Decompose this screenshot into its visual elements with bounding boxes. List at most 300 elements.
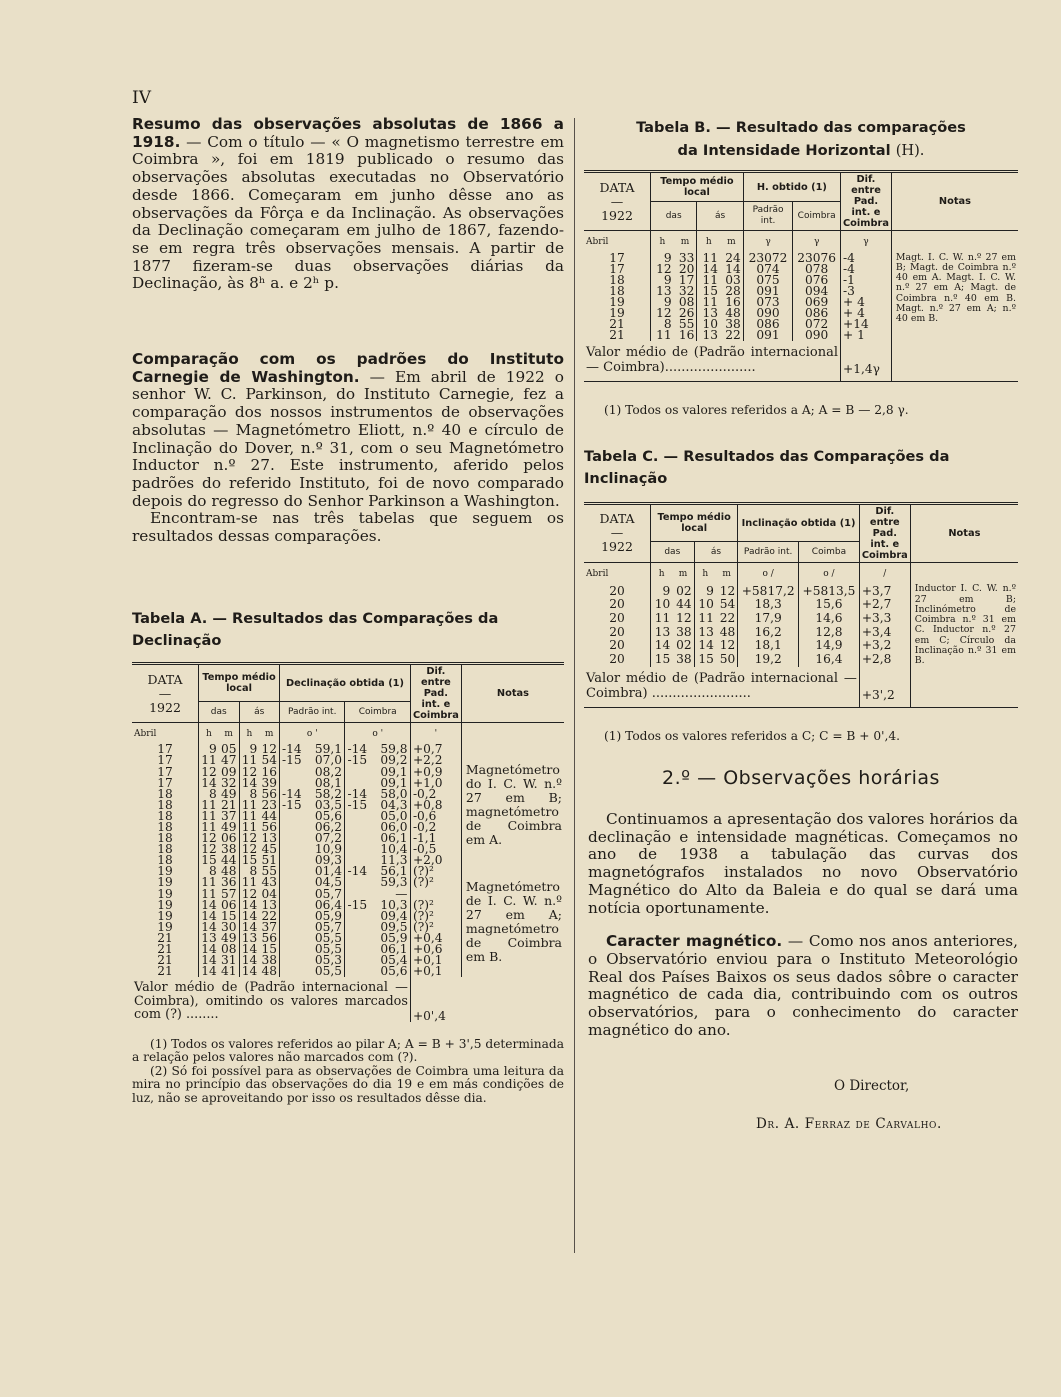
as-m: 14 <box>725 261 741 276</box>
as-m: 56 <box>261 786 277 801</box>
as-h: 10 <box>697 319 720 330</box>
coimbra-min: 09,4 <box>380 908 408 923</box>
as-h: 13 <box>697 308 720 319</box>
padrao-min: 05,5 <box>314 964 342 979</box>
padrao-min: 59,1 <box>314 742 342 757</box>
notes-spacer <box>461 723 564 745</box>
as-m: 03 <box>725 272 741 287</box>
das-m: 31 <box>220 953 237 968</box>
das-m: 32 <box>678 283 695 298</box>
padrao-value: 073 <box>743 297 793 308</box>
unit-m: m <box>722 569 731 580</box>
day: 18 <box>157 842 173 857</box>
coimbra-deg: -15 <box>347 797 368 812</box>
unit-row <box>132 723 564 745</box>
das-m: 30 <box>220 919 237 934</box>
unit-h: h <box>694 563 716 585</box>
das-h: 11 <box>199 822 219 833</box>
das-m: 15 <box>220 908 237 923</box>
padrao-value: 23072 <box>743 253 793 264</box>
valor-spacer <box>910 667 1018 708</box>
as-h: 9 <box>239 744 259 755</box>
dif-value: +0,1 <box>410 966 461 977</box>
day: 20 <box>609 638 625 653</box>
right-column <box>584 116 1018 1132</box>
unit-h: h <box>697 231 720 253</box>
padrao-value: 075 <box>743 275 793 286</box>
padrao-min: 09,3 <box>314 853 342 868</box>
padrao-min: 58,2 <box>314 786 342 801</box>
tabela-a-note-2: Magnetómetro de I. C. W. n.º 27 em A; magnetómetro de Coimbra em B. <box>461 866 564 977</box>
padrao-min: 05,9 <box>314 908 342 923</box>
header-tempo: Tempo médio local <box>651 172 744 202</box>
as-h: 14 <box>239 900 259 911</box>
comparacao-text2: Encontram-se nas três tabelas que seguem os resultados dessas comparações. <box>132 509 564 546</box>
day: 20 <box>609 611 625 626</box>
header-obtido: H. obtido (1) <box>743 172 840 202</box>
das-m: 26 <box>678 306 695 321</box>
das-m: 47 <box>220 753 237 768</box>
caracter-text: — Como nos anos anteriores, o Observatório enviou para o Instituto Meteorológio Real dos Países Baixos os seus dados sôbre o caracter magnético de cada dia, contribuindo com os outros observatórios, para o conhecimento do caracter magnético do ano. <box>588 932 1018 1039</box>
das-m: 17 <box>678 272 695 287</box>
coimbra-value: 16,4 <box>799 653 860 667</box>
das-h: 11 <box>199 800 219 811</box>
padrao-min: 01,4 <box>314 864 342 879</box>
as-h: 13 <box>239 933 259 944</box>
comparacao-heading: Comparação com os padrões do Instituto Carnegie de Washington. <box>132 350 564 386</box>
das-h: 13 <box>651 625 673 639</box>
tabela-c-caption: Tabela C. — Resultados das Comparações da Inclinação <box>584 447 950 487</box>
day: 17 <box>157 753 173 768</box>
das-h: 11 <box>651 330 674 341</box>
header-das: das <box>651 202 697 231</box>
coimbra-min: 04,3 <box>380 797 408 812</box>
coimbra-value: +5813,5 <box>799 584 860 598</box>
valor-row <box>132 977 564 1022</box>
day: 18 <box>157 819 173 834</box>
as-m: 24 <box>725 250 741 265</box>
dif-value: -0,2 <box>410 822 461 833</box>
header-dif: Dif. entre Pad. int. e Coimbra <box>410 663 461 722</box>
padrao-min: 10,9 <box>314 842 342 857</box>
padrao-min: 05,7 <box>314 886 342 901</box>
padrao-min: 08,2 <box>314 764 342 779</box>
header-padrao: Padrão int. <box>280 702 345 723</box>
padrao-value: 091 <box>743 330 793 341</box>
padrao-min: 05,3 <box>314 953 342 968</box>
coimbra-value <box>345 966 410 977</box>
header-dif: Dif. entre Pad. int. e Coimbra <box>840 172 891 231</box>
das-h: 12 <box>199 844 219 855</box>
header-data: DATA — 1922 <box>599 511 635 555</box>
unit-min: ' <box>410 723 461 745</box>
as-h: 11 <box>239 822 259 833</box>
page-number: IV <box>132 88 151 108</box>
das-h: 15 <box>651 653 673 667</box>
dif-value: +2,8 <box>859 653 910 667</box>
as-m: 12 <box>719 638 736 653</box>
as-h: 15 <box>697 286 720 297</box>
das-h: 13 <box>199 933 219 944</box>
month-label: Abril <box>586 569 609 580</box>
dif-value: (?)² <box>410 922 461 933</box>
coimbra-min: 06,0 <box>380 819 408 834</box>
as-m: 23 <box>261 797 277 812</box>
coimbra-deg: -14 <box>347 742 368 757</box>
padrao-value: 18,1 <box>738 639 799 653</box>
das-h: 14 <box>199 922 219 933</box>
dif-value: -0,6 <box>410 811 461 822</box>
valor-row <box>584 341 1018 382</box>
as-h: 11 <box>239 811 259 822</box>
das-m: 33 <box>678 250 695 265</box>
padrao-min: 05,7 <box>314 919 342 934</box>
das-h: 12 <box>199 767 219 778</box>
tabela-b-caption-line1: Tabela B. — Resultado das comparações <box>636 119 966 136</box>
dif-value: +2,0 <box>410 855 461 866</box>
das-h: 8 <box>199 866 219 877</box>
das-h: 9 <box>651 584 673 598</box>
dif-value: -4 <box>840 253 891 264</box>
das-h: 8 <box>199 789 219 800</box>
header-das: das <box>651 542 695 563</box>
header-as: ás <box>239 702 280 723</box>
tabela-a-footnote-1: (1) Todos os valores referidos ao pilar A; A = B + 3',5 determinada a relação pelos valores não marcados com (?). <box>132 1037 564 1065</box>
tabela-a-note-1: Magnetómetro do I. C. W. n.º 27 em B; magnetómetro de Coimbra em A. <box>461 744 564 866</box>
header-tempo: Tempo médio local <box>199 663 280 702</box>
day: 19 <box>609 306 625 321</box>
dif-value: +0,7 <box>410 744 461 755</box>
day: 20 <box>609 652 625 667</box>
das-h: 14 <box>651 639 673 653</box>
tabela-b-footnote: (1) Todos os valores referidos a A; A = B — 2,8 γ. <box>604 403 909 418</box>
unit-h: h <box>199 723 219 745</box>
valor-row <box>584 667 1018 708</box>
das-m: 41 <box>220 964 237 979</box>
resumo-text: — Com o título — « O magnetismo terrestre em Coimbra », foi em 1819 publicado o resumo das observações absolutas executadas no Observatório desde 1866. Começaram em junho dêsse ano as observações da Fôrça e da Inclinação. As observações da Declinação começaram em julho de 1867, fazendo-se em regra três observações mensais. A partir de 1877 fizeram-se duas observações diárias da Declinação, às 8ʰ a. e 2ʰ p. <box>132 132 564 293</box>
dif-value: -0,2 <box>410 789 461 800</box>
as-m: 22 <box>719 611 736 626</box>
coimbra-value: 072 <box>793 319 841 330</box>
padrao-min: 06,2 <box>314 819 342 834</box>
coimbra-value: 076 <box>793 275 841 286</box>
notes-spacer <box>910 563 1018 585</box>
as-m: 12 <box>719 583 736 598</box>
day: 18 <box>157 786 173 801</box>
das-h: 9 <box>199 744 219 755</box>
as-h: 12 <box>239 767 259 778</box>
dif-value: +14 <box>840 319 891 330</box>
unit-h: h <box>651 563 673 585</box>
coimbra-min: 56,1 <box>380 864 408 879</box>
as-m: 54 <box>261 753 277 768</box>
unit-m: m <box>727 237 736 248</box>
tabela-a-caption: Tabela A. — Resultados das Comparações da Declinação <box>132 609 499 649</box>
day: 18 <box>609 272 625 287</box>
day: 19 <box>157 919 173 934</box>
header-notas: Notas <box>891 172 1018 231</box>
dif-value: (?)² <box>410 877 461 888</box>
as-m: 48 <box>725 306 741 321</box>
dif-value: (?)² <box>410 911 461 922</box>
day: 18 <box>157 808 173 823</box>
padrao-min: 05,5 <box>314 942 342 957</box>
coimbra-min: 59,8 <box>380 742 408 757</box>
coimbra-value: 23076 <box>793 253 841 264</box>
coimbra-value: 078 <box>793 264 841 275</box>
padrao-deg: -15 <box>282 797 302 812</box>
das-m: 44 <box>676 597 692 612</box>
header-coimbra: Coimbra <box>793 202 841 231</box>
das-m: 49 <box>220 930 237 945</box>
coimbra-deg: -15 <box>347 897 368 912</box>
coimbra-min: 10,3 <box>380 897 408 912</box>
padrao-value: 091 <box>743 286 793 297</box>
day: 17 <box>609 261 625 276</box>
valor-text: Valor médio de (Padrão internacional — Coimbra) ........................ <box>586 670 857 701</box>
tabela-b-notes: Magt. I. C. W. n.º 27 em B; Magt. de Coimbra n.º 40 em A. Magt. I. C. W. n.º 27 em A; Magt. de Coimbra n.º 40 em B. Magt. n.º 27 em A; n.º 40 em B. <box>891 253 1018 342</box>
das-m: 06 <box>220 897 237 912</box>
as-h: 8 <box>239 789 259 800</box>
das-m: 12 <box>676 611 692 626</box>
padrao-min: 06,4 <box>314 897 342 912</box>
as-h: 12 <box>239 833 259 844</box>
as-m: 13 <box>261 897 277 912</box>
unit-m: m <box>264 729 274 740</box>
header-dif: Dif. entre Pad. int. e Coimbra <box>859 503 910 562</box>
dif-value: -1,1 <box>410 833 461 844</box>
as-h: 14 <box>239 966 259 977</box>
dif-value: + 4 <box>840 297 891 308</box>
das-h: 13 <box>651 286 674 297</box>
day: 21 <box>157 964 173 979</box>
day: 21 <box>157 942 173 957</box>
padrao-deg: -14 <box>282 742 302 757</box>
day: 19 <box>157 875 173 890</box>
day: 18 <box>157 797 173 812</box>
day: 17 <box>157 764 173 779</box>
valor-value: +0',4 <box>410 977 461 1022</box>
padrao-min: 07,0 <box>314 753 342 768</box>
das-h: 12 <box>651 264 674 275</box>
coimbra-min: 09,1 <box>380 764 408 779</box>
padrao-value: 16,2 <box>738 625 799 639</box>
unit-gamma: γ <box>743 231 793 253</box>
as-h: 14 <box>239 778 259 789</box>
day: 19 <box>157 864 173 879</box>
coimbra-value: 090 <box>793 330 841 341</box>
das-m: 55 <box>678 317 695 332</box>
unit-deg: o / <box>738 563 799 585</box>
coimbra-min: 11,3 <box>380 853 408 868</box>
coimbra-value: 12,8 <box>799 625 860 639</box>
as-m: 43 <box>261 875 277 890</box>
padrao-value: 18,3 <box>738 598 799 612</box>
coimbra-min: 59,3 <box>380 875 408 890</box>
as-m: 48 <box>261 964 277 979</box>
dif-value: +3,2 <box>859 639 910 653</box>
das-m: 38 <box>220 842 237 857</box>
padrao-value: 17,9 <box>738 612 799 626</box>
header-data: DATA — 1922 <box>599 179 635 223</box>
header-as: ás <box>697 202 743 231</box>
dif-value: +0,8 <box>410 800 461 811</box>
padrao-min: 05,5 <box>314 930 342 945</box>
unit-m: m <box>224 729 233 740</box>
padrao-value: 074 <box>743 264 793 275</box>
as-m: 16 <box>261 764 277 779</box>
dif-value: -0,5 <box>410 844 461 855</box>
das-m: 49 <box>220 786 237 801</box>
as-m: 04 <box>261 886 277 901</box>
dif-value: +2,2 <box>410 755 461 766</box>
tabela-b-caption-line2: da Intensidade Horizontal <box>677 142 891 159</box>
day: 21 <box>609 328 625 343</box>
as-h: 12 <box>239 889 259 900</box>
as-h: 12 <box>239 844 259 855</box>
coimbra-deg: -15 <box>347 753 368 768</box>
das-m: 38 <box>676 652 692 667</box>
das-m: 37 <box>220 808 237 823</box>
day: 19 <box>157 897 173 912</box>
horarias-paragraph-1: Continuamos a apresentação dos valores horários da declinação e intensidade magnéticas. Começamos no ano de 1938 a tabulação das curvas dos magnetógrafos instalados no novo Observatório Magnético do Alto da Baleia e do qual se dará uma notícia oportunamente. <box>588 810 1018 917</box>
unit-deg: o ' <box>280 723 345 745</box>
as-h: 9 <box>694 584 716 598</box>
das-h: 9 <box>651 253 674 264</box>
as-h: 15 <box>694 653 716 667</box>
day: 20 <box>609 624 625 639</box>
padrao-min: 08,1 <box>314 775 342 790</box>
header-padrao: Padrão int. <box>743 202 793 231</box>
day: 18 <box>609 283 625 298</box>
coimbra-min: 58,0 <box>380 786 408 801</box>
padrao-deg: -14 <box>282 786 302 801</box>
valor-text: Valor médio de (Padrão internacional — Coimbra)...................... <box>586 345 838 376</box>
das-h: 11 <box>199 811 219 822</box>
as-m: 12 <box>261 742 277 757</box>
day: 17 <box>157 775 173 790</box>
valor-spacer <box>461 977 564 1022</box>
signature-line-2: Dr. A. Ferraz de Carvalho. <box>756 1115 942 1132</box>
as-h: 10 <box>694 598 716 612</box>
as-m: 45 <box>261 842 277 857</box>
dif-value: +3,3 <box>859 612 910 626</box>
padrao-value: 090 <box>743 308 793 319</box>
as-m: 50 <box>719 652 736 667</box>
das-h: 8 <box>651 319 674 330</box>
das-h: 10 <box>651 598 673 612</box>
as-h: 11 <box>694 612 716 626</box>
dif-value: +0,6 <box>410 944 461 955</box>
unit-h: h <box>239 723 259 745</box>
dif-value: (?)² <box>410 900 461 911</box>
day: 19 <box>609 294 625 309</box>
as-m: 56 <box>261 819 277 834</box>
column-divider <box>574 118 575 1253</box>
das-h: 15 <box>199 855 219 866</box>
coimbra-min: 05,0 <box>380 808 408 823</box>
header-data: DATA — 1922 <box>147 671 183 715</box>
padrao-value: +5817,2 <box>738 584 799 598</box>
as-h: 11 <box>239 877 259 888</box>
table-row <box>132 866 564 877</box>
das-m: 06 <box>220 831 237 846</box>
header-notas: Notas <box>461 663 564 722</box>
as-m: 54 <box>719 597 736 612</box>
as-h: 11 <box>239 800 259 811</box>
as-h: 13 <box>697 330 720 341</box>
padrao-value <box>280 966 345 977</box>
horarias-title: 2.º — Observações horárias <box>662 767 940 790</box>
dif-value: +3,7 <box>859 584 910 598</box>
as-m: 39 <box>261 775 277 790</box>
das-h: 9 <box>651 297 674 308</box>
das-m: 49 <box>220 819 237 834</box>
as-h: 14 <box>697 264 720 275</box>
month-label: Abril <box>586 237 609 248</box>
das-h: 12 <box>199 833 219 844</box>
coimbra-min: 05,6 <box>380 964 408 979</box>
das-m: 08 <box>678 294 695 309</box>
padrao-min: 05,6 <box>314 808 342 823</box>
header-das: das <box>199 702 240 723</box>
dif-value: +1,0 <box>410 778 461 789</box>
tabela-b <box>584 170 1018 382</box>
day: 18 <box>157 831 173 846</box>
das-m: 36 <box>220 875 237 890</box>
das-h: 12 <box>651 308 674 319</box>
day: 19 <box>157 886 173 901</box>
dif-value: -3 <box>840 286 891 297</box>
as-m: 22 <box>261 908 277 923</box>
as-h: 14 <box>694 639 716 653</box>
as-m: 37 <box>261 919 277 934</box>
header-coimba: Coimba <box>799 542 860 563</box>
das-h: 14 <box>199 900 219 911</box>
as-h: 14 <box>239 955 259 966</box>
coimbra-min: 09,5 <box>380 919 408 934</box>
as-m: 48 <box>719 624 736 639</box>
tabela-b-caption <box>584 116 1018 162</box>
unit-m: m <box>680 237 690 248</box>
as-h: 15 <box>239 855 259 866</box>
as-h: 11 <box>697 275 720 286</box>
day: 18 <box>157 853 173 868</box>
dif-value: -4 <box>840 264 891 275</box>
dif-value: + 4 <box>840 308 891 319</box>
as-h: 11 <box>697 253 720 264</box>
padrao-value: 19,2 <box>738 653 799 667</box>
as-m: 13 <box>261 831 277 846</box>
tabela-c-notes: Inductor I. C. W. n.º 27 em B; Inclinómetro de Coimbra n.º 31 em C. Inductor n.º 27 em C; Círculo da Inclinação n.º 31 em B. <box>910 584 1018 666</box>
dif-value: +0,4 <box>410 933 461 944</box>
das-h: 11 <box>651 612 673 626</box>
das-h: 14 <box>199 944 219 955</box>
tabela-b-caption-symbol: (H). <box>895 142 925 159</box>
day: 20 <box>609 597 625 612</box>
header-padrao: Padrão int. <box>738 542 799 563</box>
das-m: 38 <box>676 624 692 639</box>
das-m: 21 <box>220 797 237 812</box>
as-h: 8 <box>239 866 259 877</box>
tabela-a <box>132 662 564 1022</box>
day: 20 <box>609 583 625 598</box>
tabela-a-footnote-2: (2) Só foi possível para as observações de Coimbra uma leitura da mira no princípio das observações do dia 19 e em más condições de luz, não se aproveitando por isso os resultados dêsse dia. <box>132 1063 564 1105</box>
coimbra-value: 14,6 <box>799 612 860 626</box>
day: 21 <box>157 930 173 945</box>
resumo-heading: Resumo das observações absolutas de 1866 a 1918. <box>132 115 564 151</box>
as-m: 56 <box>261 930 277 945</box>
